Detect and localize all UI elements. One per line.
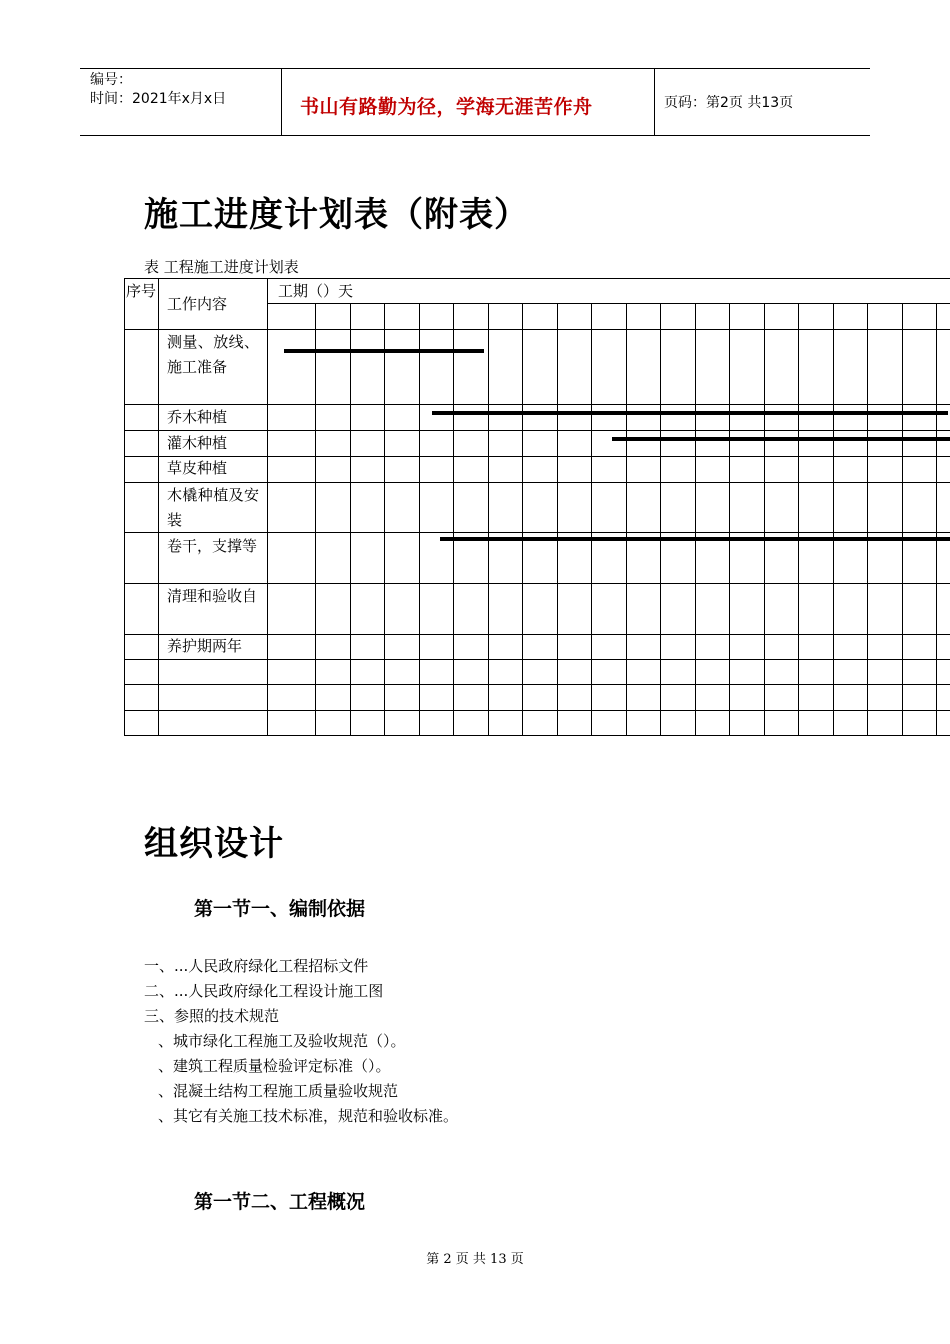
schedule-title: 施工进度计划表（附表） — [144, 195, 529, 235]
grid-hline-9 — [124, 659, 950, 660]
gantt-bar-wrap-support — [440, 537, 950, 541]
grid-vline-day-11 — [660, 303, 661, 736]
section1-heading: 第一节一、编制依据 — [194, 898, 366, 920]
grid-hline-0 — [124, 278, 950, 279]
task-trees: 乔木种植 — [167, 408, 228, 426]
header-motto: 书山有路勤为径，学海无涯苦作舟 — [300, 96, 593, 118]
task-wood-install: 木橇种植及安装 — [167, 486, 259, 529]
grid-vline-day-6 — [488, 303, 489, 736]
basis-item-2: 二、...人民政府绿化工程设计施工图 — [144, 982, 384, 1000]
grid-vline-day-15 — [798, 303, 799, 736]
grid-vline-day-19 — [936, 303, 937, 736]
col-header-seq: 序号 — [125, 282, 156, 300]
page-footer: 第 2 页 共 13 页 — [426, 1252, 524, 1267]
section2-heading: 第一节二、工程概况 — [194, 1191, 366, 1213]
basis-subitem-3: 、混凝土结构工程施工质量验收规范 — [158, 1082, 399, 1100]
col-header-period: 工期（）天 — [278, 282, 354, 300]
col-header-task: 工作内容 — [167, 295, 228, 313]
header-bottom-rule — [80, 135, 870, 136]
task-survey-prep: 测量、放线、施工准备 — [167, 333, 259, 376]
grid-hline-10 — [124, 684, 950, 685]
grid-vline-day-9 — [591, 303, 592, 736]
task-maintenance: 养护期两年 — [167, 637, 243, 655]
basis-subitem-2: 、建筑工程质量检验评定标准（）。 — [158, 1057, 391, 1075]
task-wrap-support: 卷干，支撑等 — [167, 537, 258, 555]
grid-vline-day-10 — [626, 303, 627, 736]
basis-item-1: 一、...人民政府绿化工程招标文件 — [144, 957, 369, 975]
grid-vline-day-12 — [695, 303, 696, 736]
basis-subitem-4: 、其它有关施工技术标准，规范和验收标准。 — [158, 1107, 459, 1125]
gantt-bar-trees — [432, 411, 948, 415]
header-divider-left — [281, 68, 282, 136]
grid-vline-left — [124, 278, 125, 736]
schedule-table — [124, 278, 950, 736]
grid-vline-day-13 — [729, 303, 730, 736]
grid-vline-day-8 — [557, 303, 558, 736]
schedule-caption: 表 工程施工进度计划表 — [144, 258, 299, 276]
grid-vline-day-3 — [384, 303, 385, 736]
gantt-bar-shrubs — [612, 437, 950, 441]
task-turf: 草皮种植 — [167, 459, 228, 477]
org-design-title: 组织设计 — [144, 824, 284, 864]
grid-vline-day-14 — [764, 303, 765, 736]
doc-number-label: 编号： — [90, 72, 132, 88]
grid-vline-task — [267, 278, 268, 736]
grid-hline-11 — [124, 710, 950, 711]
basis-subitem-1: 、城市绿化工程施工及验收规范（）。 — [158, 1032, 406, 1050]
grid-vline-day-2 — [350, 303, 351, 736]
grid-vline-day-7 — [522, 303, 523, 736]
grid-vline-seq — [158, 278, 159, 736]
header-divider-right — [654, 68, 655, 136]
task-shrubs: 灌木种植 — [167, 434, 228, 452]
gantt-bar-survey-prep — [284, 349, 484, 353]
grid-hline-12 — [124, 735, 950, 736]
grid-vline-day-18 — [902, 303, 903, 736]
header-page-label: 页码：第2页 共13页 — [664, 95, 794, 111]
doc-time-label: 时间：2021年x月x日 — [90, 91, 227, 107]
basis-item-3: 三、参照的技术规范 — [144, 1007, 280, 1025]
grid-vline-day-4 — [419, 303, 420, 736]
header-top-rule — [80, 68, 870, 69]
grid-vline-day-16 — [833, 303, 834, 736]
task-cleanup-acceptance: 清理和验收自 — [167, 587, 258, 605]
grid-hline-period — [267, 303, 950, 304]
grid-vline-day-5 — [453, 303, 454, 736]
grid-vline-day-17 — [867, 303, 868, 736]
grid-vline-day-1 — [315, 303, 316, 736]
